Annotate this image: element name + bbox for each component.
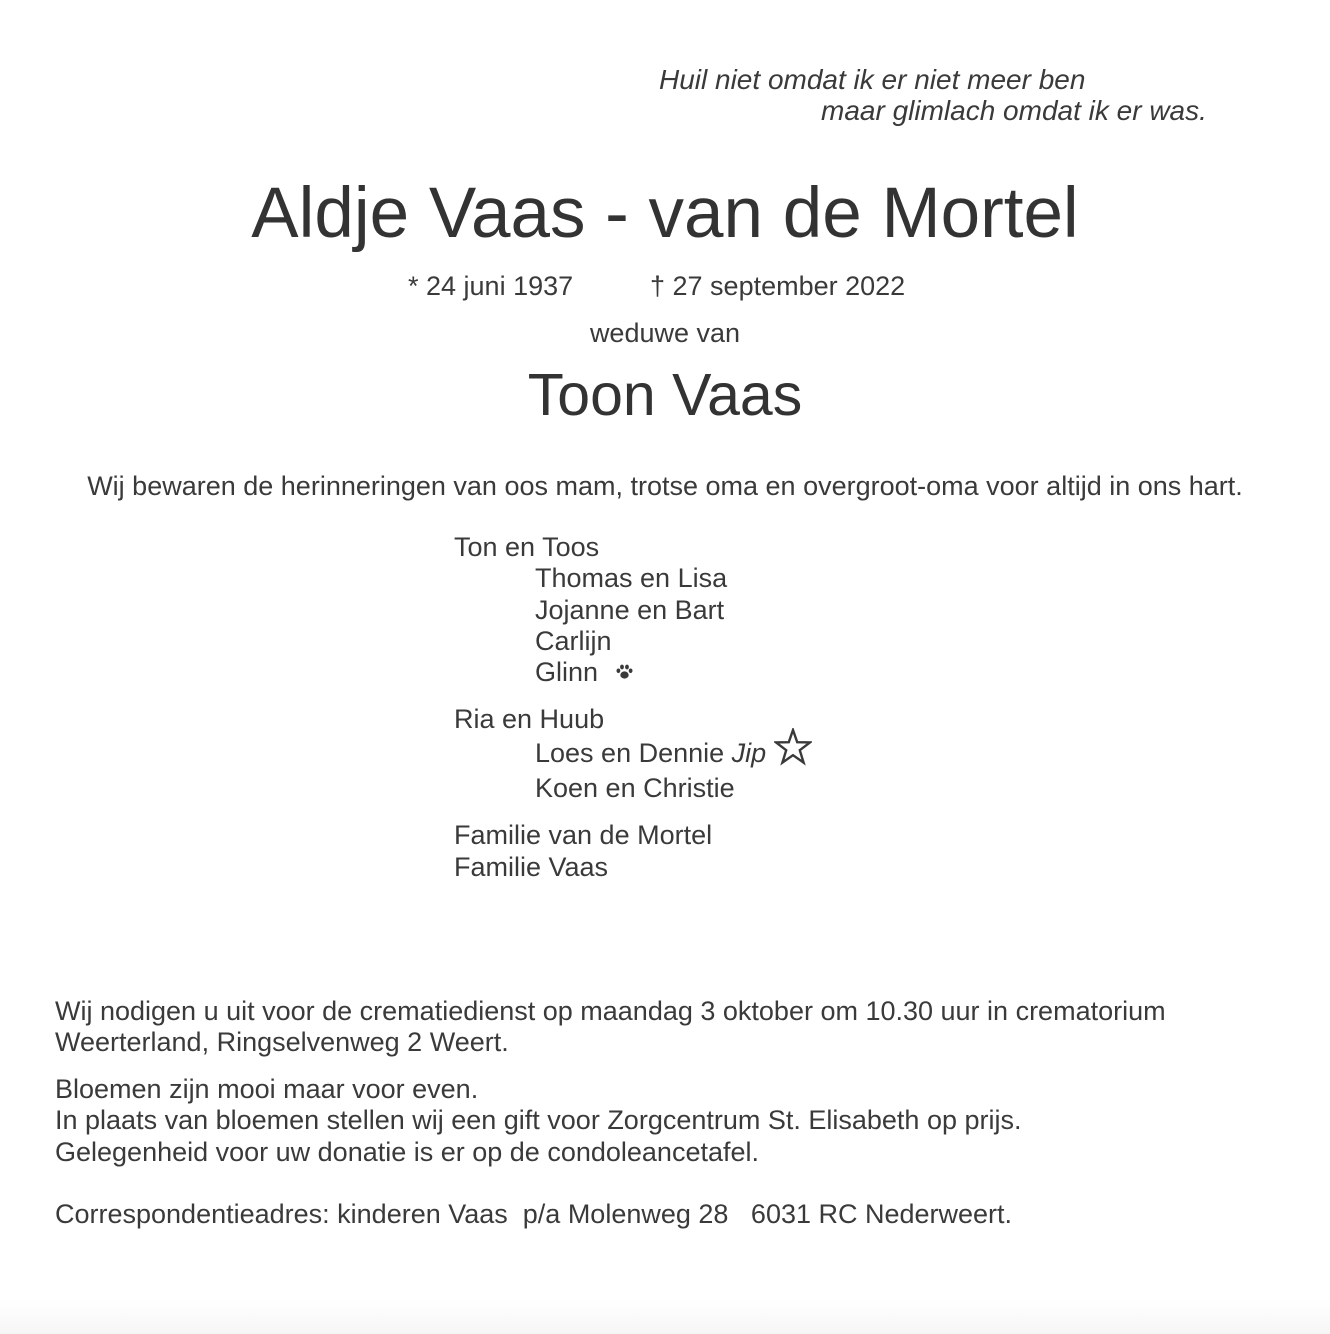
invitation-line: Wij nodigen u uit voor de crematiedienst op maandag 3 oktober om 10.30 uur in crematorium [55, 996, 1166, 1026]
family-child: Koen en Christie [535, 773, 735, 804]
family-list [454, 532, 812, 883]
deceased-name: Aldje Vaas - van de Mortel [251, 174, 1079, 253]
invitation-text [55, 996, 1166, 1059]
relation-text: weduwe van [589, 318, 741, 348]
deceased-child-name: Jip [731, 737, 767, 768]
family-child: Jojanne en Bart [535, 594, 725, 625]
family-child: Carlijn [535, 625, 612, 656]
family-child: Thomas en Lisa [535, 563, 728, 594]
poem-line-2: maar glimlach omdat ik er was. [821, 95, 1207, 126]
correspondence-address [55, 1199, 1012, 1230]
birth-date: * 24 juni 1937 [408, 271, 574, 301]
family-extended-item: Familie van de Mortel [454, 820, 713, 851]
flowers-line: Gelegenheid voor uw donatie is er op de condoleancetafel. [55, 1136, 759, 1167]
family-extended [454, 820, 812, 883]
death-date: † 27 september 2022 [650, 271, 906, 301]
spouse-name: Toon Vaas [527, 362, 803, 428]
star-icon [774, 728, 812, 773]
poem-line-1: Huil niet omdat ik er niet meer ben [659, 64, 1086, 95]
address-line: Correspondentieadres: kinderen Vaas p/a Molenweg 28 6031 RC Nederweert. [55, 1199, 1013, 1229]
family-extended-item: Familie Vaas [454, 851, 609, 882]
paw-icon [616, 656, 633, 687]
invitation-line: Weerterland, Ringselvenweg 2 Weert. [55, 1027, 509, 1058]
family-group-2 [454, 704, 812, 804]
family-child-with-pet [454, 657, 812, 688]
family-child-with-star [454, 736, 812, 773]
flowers-line: In plaats van bloemen stellen wij een gift voor Zorgcentrum St. Elisabeth op prijs. [55, 1105, 1022, 1136]
family-child-name: Loes en Dennie [535, 737, 725, 768]
family-parents: Ria en Huub [454, 704, 605, 735]
family-parents: Ton en Toos [454, 532, 600, 562]
family-group-1 [454, 532, 812, 688]
flowers-text [55, 1074, 1022, 1168]
flowers-line: Bloemen zijn mooi maar voor even. [55, 1074, 479, 1104]
memory-text: Wij bewaren de herinneringen van oos mam, trotse oma en overgroot-oma voor altijd in ons hart. [87, 471, 1243, 501]
family-child-name: Glinn [535, 657, 599, 688]
